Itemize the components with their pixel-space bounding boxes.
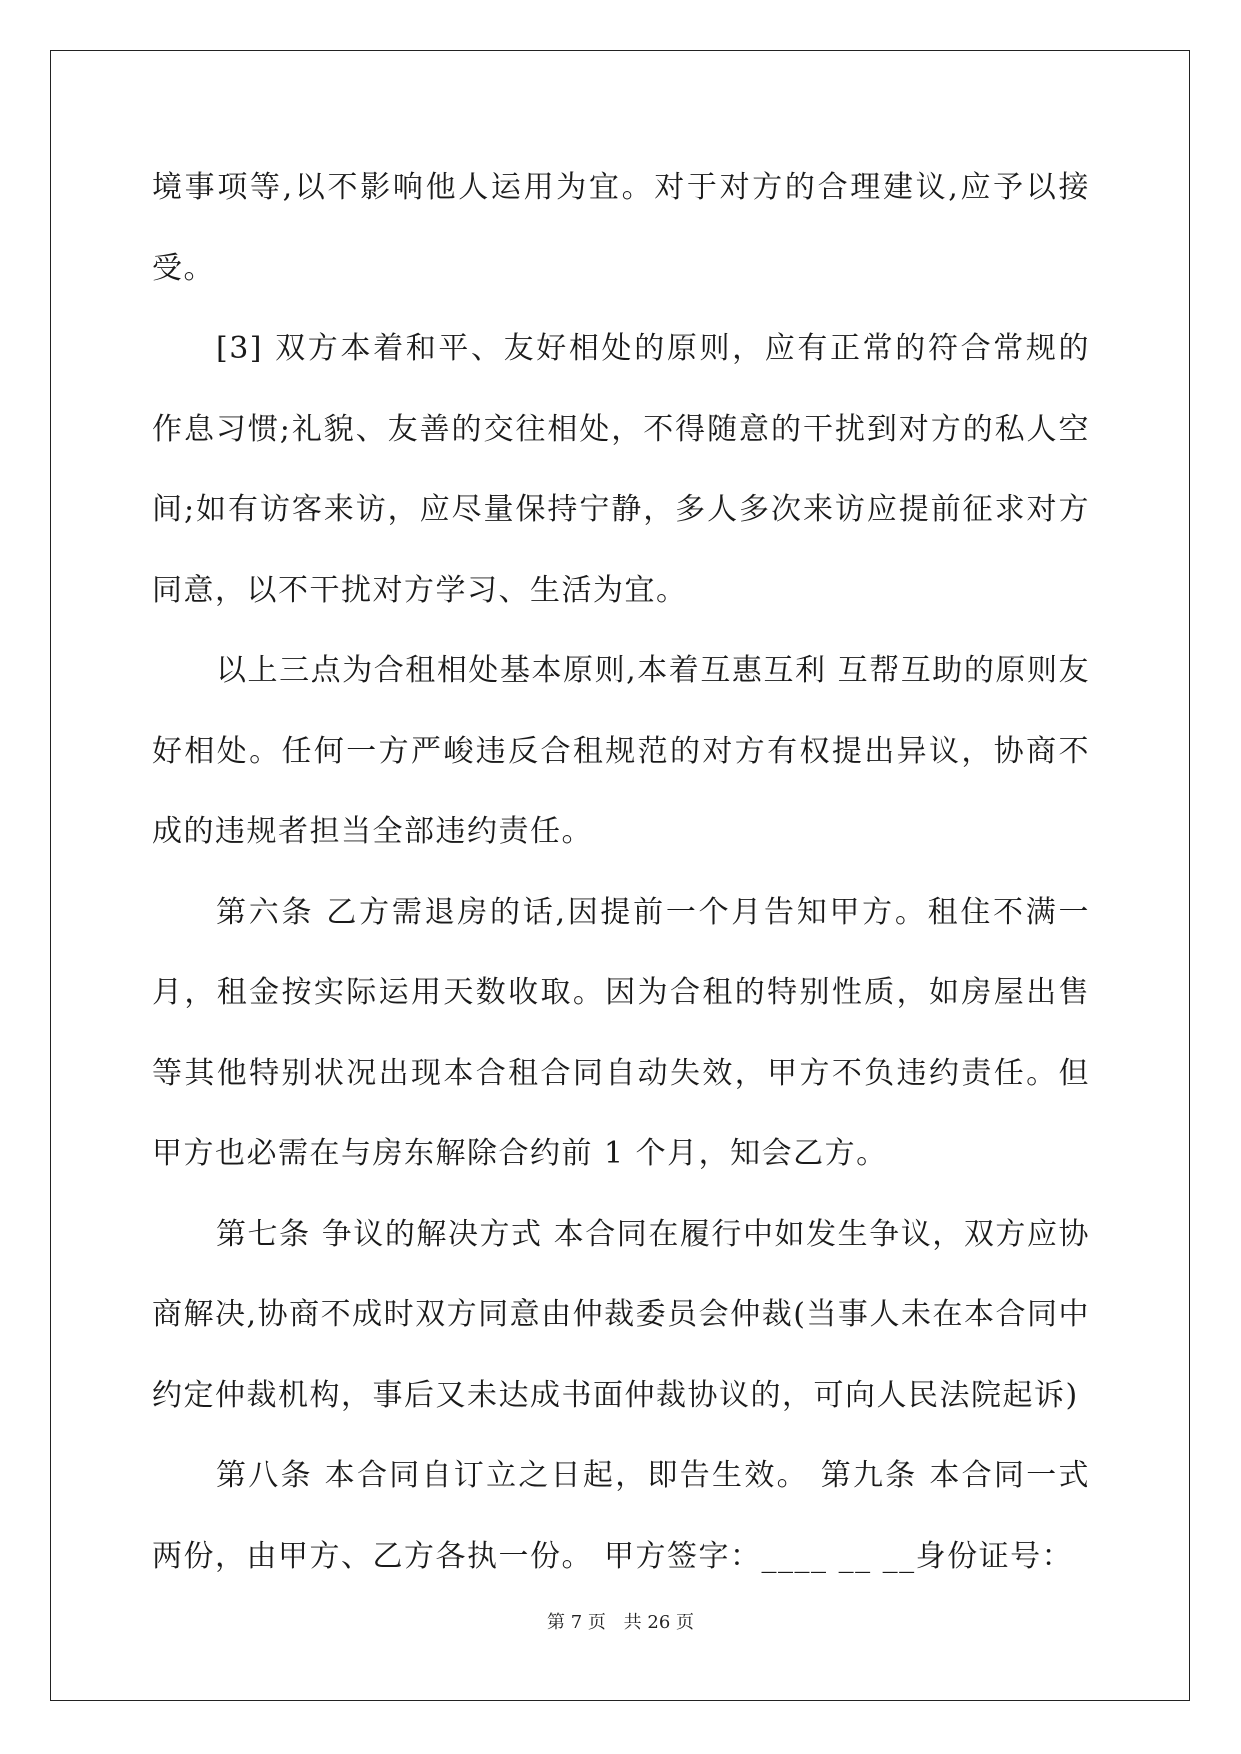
page-number: 第 7 页 — [547, 1612, 606, 1633]
document-body — [152, 148, 1090, 1597]
page-total: 共 26 页 — [623, 1612, 694, 1633]
paragraph-principles-summary: 以上三点为合租相处基本原则,本着互惠互利 互帮互助的原则友好相处。任何一方严峻违反合租规范的对方有权提出异议，协商不成的违规者担当全部违约责任。 — [152, 653, 1090, 849]
page-footer — [0, 1608, 1241, 1634]
paragraph-article-6: 第六条 乙方需退房的话,因提前一个月告知甲方。租住不满一月，租金按实际运用天数收取。因为合租的特别性质，如房屋出售等其他特别状况出现本合租合同自动失效，甲方不负违约责任。但甲方也必需在与房东解除合约前 1 个月，知会乙方。 — [152, 894, 1090, 1171]
paragraph-continuation: 境事项等,以不影响他人运用为宜。对于对方的合理建议,应予以接受。 — [152, 170, 1090, 286]
paragraph-article-8-9: 第八条 本合同自订立之日起，即告生效。 第九条 本合同一式两份，由甲方、乙方各执一份。 甲方签字：____ __ __身份证号： — [152, 1458, 1090, 1574]
paragraph-article-7: 第七条 争议的解决方式 本合同在履行中如发生争议，双方应协商解决,协商不成时双方同意由仲裁委员会仲裁(当事人未在本合同中约定仲裁机构，事后又未达成书面仲裁协议的，可向人民法院起诉) — [152, 1216, 1090, 1413]
paragraph-clause-3: [3] 双方本着和平、友好相处的原则，应有正常的符合常规的作息习惯;礼貌、友善的交往相处，不得随意的干扰到对方的私人空间;如有访客来访，应尽量保持宁静，多人多次来访应提前征求对方同意，以不干扰对方学习、生活为宜。 — [152, 331, 1090, 608]
